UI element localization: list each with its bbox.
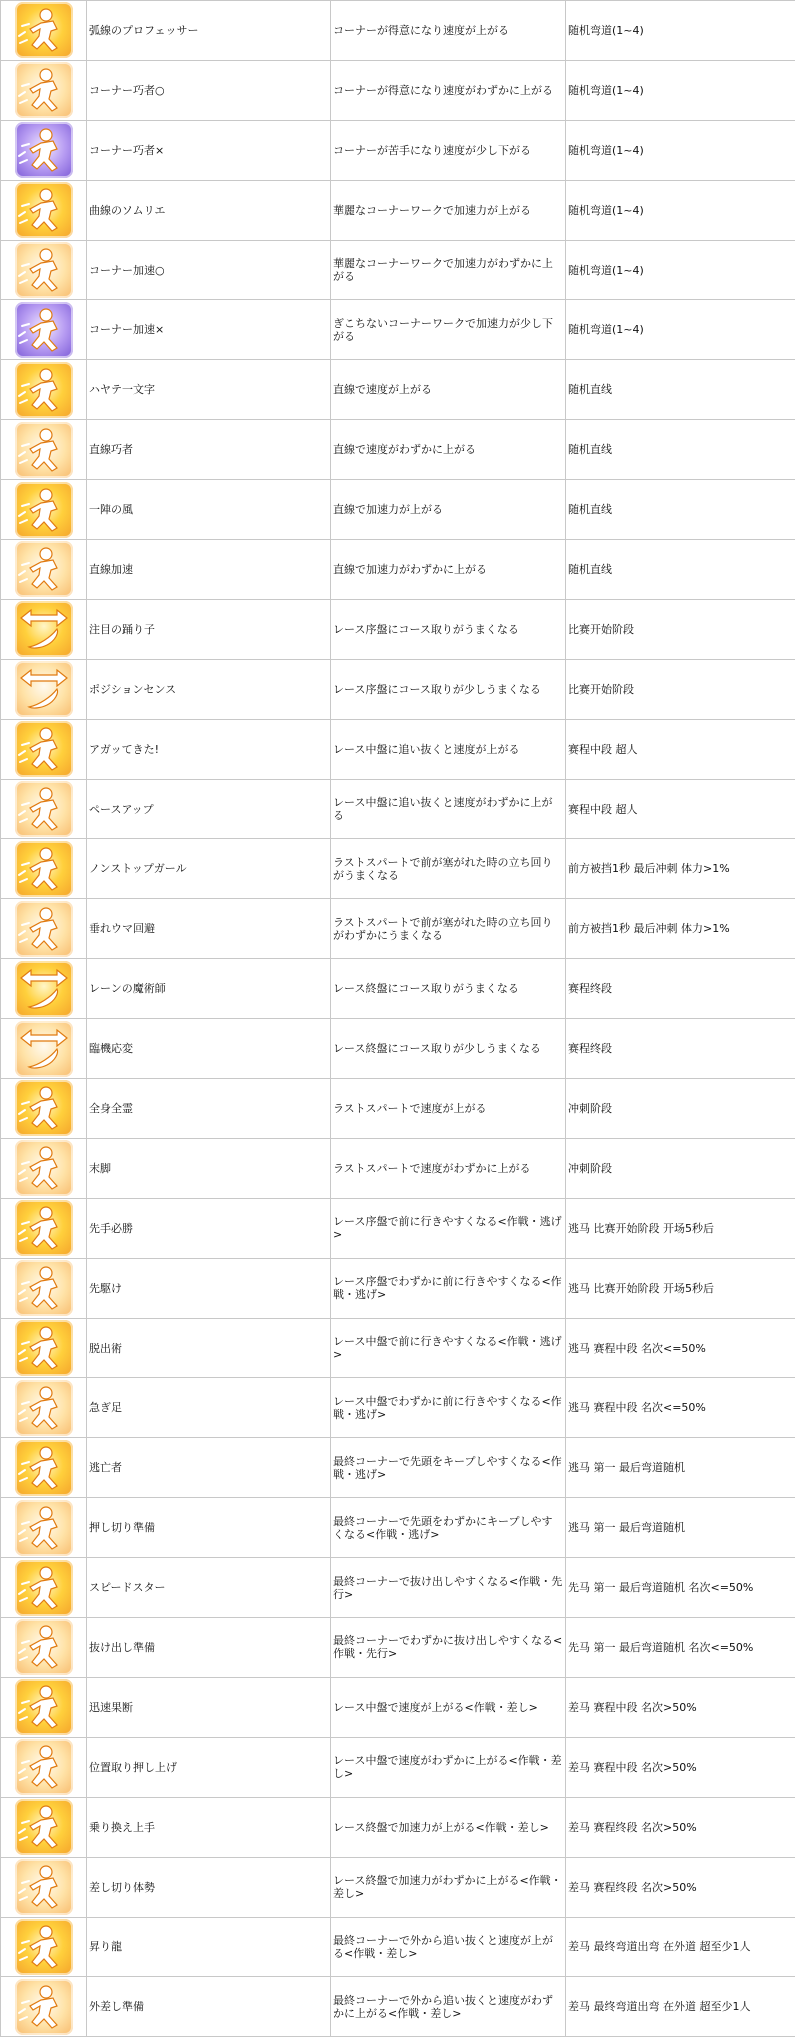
skill-icon-cell [1, 1977, 87, 2037]
skill-name: 迅速果断 [87, 1677, 331, 1737]
table-row [1, 180, 795, 240]
running-figure-icon [15, 1260, 73, 1316]
skill-condition: 先马 第一 最后弯道随机 名次<=50% [566, 1558, 795, 1618]
skill-icon-cell [1, 1318, 87, 1378]
skill-condition: 逃马 赛程中段 名次<=50% [566, 1318, 795, 1378]
running-figure-icon [15, 1979, 73, 2035]
table-row [1, 1677, 795, 1737]
skill-name: 一陣の風 [87, 480, 331, 540]
running-figure-icon [15, 122, 73, 178]
table-row [1, 1857, 795, 1917]
running-figure-icon [15, 1739, 73, 1795]
running-figure-icon [15, 1799, 73, 1855]
skill-condition: 冲刺阶段 [566, 1138, 795, 1198]
skill-icon-cell [1, 779, 87, 839]
skill-condition: 前方被挡1秒 最后冲刺 体力>1% [566, 839, 795, 899]
skill-icon-cell [1, 480, 87, 540]
running-figure-icon [15, 422, 73, 478]
table-row [1, 60, 795, 120]
skill-icon-cell [1, 240, 87, 300]
skill-name: コーナー加速× [87, 300, 331, 360]
skill-condition: 差马 赛程终段 名次>50% [566, 1857, 795, 1917]
skill-description: レース序盤で前に行きやすくなる<作戦・逃げ> [331, 1198, 566, 1258]
skill-name: ポジションセンス [87, 659, 331, 719]
skill-name: 弧線のプロフェッサー [87, 1, 331, 61]
table-row [1, 1917, 795, 1977]
running-figure-icon [15, 841, 73, 897]
skill-name: アガッてきた! [87, 719, 331, 779]
table-row [1, 300, 795, 360]
skill-name: ペースアップ [87, 779, 331, 839]
table-row [1, 1258, 795, 1318]
table-row [1, 1737, 795, 1797]
skill-name: 注目の踊り子 [87, 599, 331, 659]
skill-condition: 差马 赛程终段 名次>50% [566, 1797, 795, 1857]
skill-description: 最終コーナーでわずかに抜け出しやすくなる<作戦・先行> [331, 1618, 566, 1678]
table-row [1, 420, 795, 480]
skill-condition: 随机直线 [566, 540, 795, 600]
skill-condition: 冲刺阶段 [566, 1079, 795, 1139]
skill-condition: 逃马 比赛开始阶段 开场5秒后 [566, 1198, 795, 1258]
running-figure-icon [15, 1679, 73, 1735]
skill-condition: 差马 最终弯道出弯 在外道 超至少1人 [566, 1917, 795, 1977]
skill-description: レース中盤でわずかに前に行きやすくなる<作戦・逃げ> [331, 1378, 566, 1438]
skill-icon-cell [1, 1558, 87, 1618]
skill-condition: 赛程终段 [566, 1019, 795, 1079]
skill-icon-cell [1, 300, 87, 360]
table-row [1, 1558, 795, 1618]
running-figure-icon [15, 1619, 73, 1675]
skill-icon-cell [1, 1857, 87, 1917]
skill-condition: 先马 第一 最后弯道随机 名次<=50% [566, 1618, 795, 1678]
skill-icon-cell [1, 1618, 87, 1678]
skill-condition: 差马 赛程中段 名次>50% [566, 1737, 795, 1797]
skill-description: ラストスパートで速度が上がる [331, 1079, 566, 1139]
skill-description: レース序盤でわずかに前に行きやすくなる<作戦・逃げ> [331, 1258, 566, 1318]
running-figure-icon [15, 901, 73, 957]
skill-condition: 赛程中段 超人 [566, 719, 795, 779]
skill-condition: 随机弯道(1~4) [566, 240, 795, 300]
table-row [1, 1198, 795, 1258]
skill-icon-cell [1, 1079, 87, 1139]
table-row [1, 1797, 795, 1857]
skill-description: ぎこちないコーナーワークで加速力が少し下がる [331, 300, 566, 360]
skill-name: 位置取り押し上げ [87, 1737, 331, 1797]
running-figure-icon [15, 1560, 73, 1616]
table-row [1, 1079, 795, 1139]
skill-condition: 逃马 赛程中段 名次<=50% [566, 1378, 795, 1438]
table-row [1, 899, 795, 959]
table-row [1, 1378, 795, 1438]
skill-description: レース終盤で加速力がわずかに上がる<作戦・差し> [331, 1857, 566, 1917]
table-row [1, 1498, 795, 1558]
skill-icon-cell [1, 180, 87, 240]
skill-icon-cell [1, 60, 87, 120]
skill-name: レーンの魔術師 [87, 959, 331, 1019]
table-row [1, 659, 795, 719]
skill-name: 外差し準備 [87, 1977, 331, 2037]
skill-description: レース序盤にコース取りがうまくなる [331, 599, 566, 659]
skill-description: レース序盤にコース取りが少しうまくなる [331, 659, 566, 719]
running-figure-icon [15, 2, 73, 58]
lane-arrows-icon [15, 601, 73, 657]
skill-name: 急ぎ足 [87, 1378, 331, 1438]
running-figure-icon [15, 1380, 73, 1436]
skill-description: 直線で速度が上がる [331, 360, 566, 420]
table-row [1, 1138, 795, 1198]
skill-condition: 赛程中段 超人 [566, 779, 795, 839]
table-row [1, 1977, 795, 2037]
skill-icon-cell [1, 719, 87, 779]
skill-name: 先駆け [87, 1258, 331, 1318]
running-figure-icon [15, 302, 73, 358]
skill-icon-cell [1, 1, 87, 61]
skill-icon-cell [1, 1258, 87, 1318]
skill-icon-cell [1, 1198, 87, 1258]
skill-condition: 逃马 第一 最后弯道随机 [566, 1438, 795, 1498]
running-figure-icon [15, 781, 73, 837]
skill-icon-cell [1, 1498, 87, 1558]
table-row [1, 959, 795, 1019]
skill-condition: 随机弯道(1~4) [566, 120, 795, 180]
skill-condition: 随机直线 [566, 480, 795, 540]
skill-icon-cell [1, 899, 87, 959]
skill-condition: 随机弯道(1~4) [566, 300, 795, 360]
skill-description: 華麗なコーナーワークで加速力がわずかに上がる [331, 240, 566, 300]
running-figure-icon [15, 1140, 73, 1196]
table-row [1, 480, 795, 540]
skill-description: レース中盤で速度がわずかに上がる<作戦・差し> [331, 1737, 566, 1797]
skill-icon-cell [1, 540, 87, 600]
skill-icon-cell [1, 420, 87, 480]
running-figure-icon [15, 1500, 73, 1556]
skill-description: レース中盤で前に行きやすくなる<作戦・逃げ> [331, 1318, 566, 1378]
table-row [1, 540, 795, 600]
skill-condition: 差马 最终弯道出弯 在外道 超至少1人 [566, 1977, 795, 2037]
skill-name: 逃亡者 [87, 1438, 331, 1498]
skill-condition: 比赛开始阶段 [566, 659, 795, 719]
skill-condition: 随机弯道(1~4) [566, 60, 795, 120]
skill-name: 垂れウマ回避 [87, 899, 331, 959]
lane-arrows-icon [15, 1021, 73, 1077]
skill-icon-cell [1, 1019, 87, 1079]
skill-name: コーナー巧者× [87, 120, 331, 180]
skill-name: 臨機応変 [87, 1019, 331, 1079]
running-figure-icon [15, 1919, 73, 1975]
table-row [1, 599, 795, 659]
table-row [1, 719, 795, 779]
skill-name: 差し切り体勢 [87, 1857, 331, 1917]
table-row [1, 360, 795, 420]
lane-arrows-icon [15, 961, 73, 1017]
lane-arrows-icon [15, 661, 73, 717]
skill-condition: 随机弯道(1~4) [566, 1, 795, 61]
running-figure-icon [15, 362, 73, 418]
running-figure-icon [15, 541, 73, 597]
table-row [1, 1618, 795, 1678]
skill-icon-cell [1, 1378, 87, 1438]
skill-name: 末脚 [87, 1138, 331, 1198]
skill-icon-cell [1, 1138, 87, 1198]
running-figure-icon [15, 242, 73, 298]
skill-icon-cell [1, 120, 87, 180]
skill-name: 押し切り準備 [87, 1498, 331, 1558]
skill-description: コーナーが得意になり速度が上がる [331, 1, 566, 61]
skill-icon-cell [1, 839, 87, 899]
skill-icon-cell [1, 1737, 87, 1797]
skill-description: ラストスパートで前が塞がれた時の立ち回りがうまくなる [331, 839, 566, 899]
running-figure-icon [15, 1859, 73, 1915]
skill-table-body [1, 1, 795, 2037]
skill-description: 最終コーナーで先頭をわずかにキープしやすくなる<作戦・逃げ> [331, 1498, 566, 1558]
skill-name: 昇り龍 [87, 1917, 331, 1977]
skill-description: 華麗なコーナーワークで加速力が上がる [331, 180, 566, 240]
skill-description: レース中盤に追い抜くと速度が上がる [331, 719, 566, 779]
skill-name: 脱出術 [87, 1318, 331, 1378]
skill-icon-cell [1, 659, 87, 719]
skill-condition: 随机弯道(1~4) [566, 180, 795, 240]
skill-condition: 前方被挡1秒 最后冲刺 体力>1% [566, 899, 795, 959]
skill-condition: 随机直线 [566, 420, 795, 480]
skill-name: コーナー加速○ [87, 240, 331, 300]
skill-condition: 逃马 比赛开始阶段 开场5秒后 [566, 1258, 795, 1318]
skill-name: スピードスター [87, 1558, 331, 1618]
skill-icon-cell [1, 360, 87, 420]
skill-description: 直線で加速力がわずかに上がる [331, 540, 566, 600]
skill-condition: 比赛开始阶段 [566, 599, 795, 659]
skill-icon-cell [1, 1438, 87, 1498]
skill-condition: 逃马 第一 最后弯道随机 [566, 1498, 795, 1558]
skill-description: コーナーが苦手になり速度が少し下がる [331, 120, 566, 180]
skill-description: レース終盤で加速力が上がる<作戦・差し> [331, 1797, 566, 1857]
skill-name: 全身全霊 [87, 1079, 331, 1139]
running-figure-icon [15, 62, 73, 118]
skill-condition: 差马 赛程中段 名次>50% [566, 1677, 795, 1737]
skill-name: 抜け出し準備 [87, 1618, 331, 1678]
skill-icon-cell [1, 959, 87, 1019]
skill-icon-cell [1, 1797, 87, 1857]
skill-description: ラストスパートで前が塞がれた時の立ち回りがわずかにうまくなる [331, 899, 566, 959]
skill-description: コーナーが得意になり速度がわずかに上がる [331, 60, 566, 120]
skill-name: 直線巧者 [87, 420, 331, 480]
table-row [1, 1318, 795, 1378]
skill-description: レース終盤にコース取りがうまくなる [331, 959, 566, 1019]
table-row [1, 1019, 795, 1079]
skill-name: 乗り換え上手 [87, 1797, 331, 1857]
skill-description: 最終コーナーで外から追い抜くと速度がわずかに上がる<作戦・差し> [331, 1977, 566, 2037]
skill-description: 直線で加速力が上がる [331, 480, 566, 540]
skill-icon-cell [1, 599, 87, 659]
table-row [1, 1438, 795, 1498]
skill-name: 曲線のソムリエ [87, 180, 331, 240]
running-figure-icon [15, 721, 73, 777]
skill-name: 直線加速 [87, 540, 331, 600]
running-figure-icon [15, 1080, 73, 1136]
table-row [1, 240, 795, 300]
skill-name: 先手必勝 [87, 1198, 331, 1258]
table-row [1, 1, 795, 61]
skill-description: 最終コーナーで外から追い抜くと速度が上がる<作戦・差し> [331, 1917, 566, 1977]
skill-description: 最終コーナーで抜け出しやすくなる<作戦・先行> [331, 1558, 566, 1618]
skill-description: 直線で速度がわずかに上がる [331, 420, 566, 480]
skill-name: ノンストップガール [87, 839, 331, 899]
running-figure-icon [15, 182, 73, 238]
running-figure-icon [15, 1320, 73, 1376]
table-row [1, 120, 795, 180]
skill-description: レース中盤で速度が上がる<作戦・差し> [331, 1677, 566, 1737]
skill-description: レース終盤にコース取りが少しうまくなる [331, 1019, 566, 1079]
skill-icon-cell [1, 1677, 87, 1737]
skill-description: ラストスパートで速度がわずかに上がる [331, 1138, 566, 1198]
skill-condition: 赛程终段 [566, 959, 795, 1019]
running-figure-icon [15, 482, 73, 538]
skill-icon-cell [1, 1917, 87, 1977]
table-row [1, 839, 795, 899]
skill-condition: 随机直线 [566, 360, 795, 420]
running-figure-icon [15, 1440, 73, 1496]
skill-name: ハヤテ一文字 [87, 360, 331, 420]
skill-description: 最終コーナーで先頭をキープしやすくなる<作戦・逃げ> [331, 1438, 566, 1498]
running-figure-icon [15, 1200, 73, 1256]
table-row [1, 779, 795, 839]
skill-description: レース中盤に追い抜くと速度がわずかに上がる [331, 779, 566, 839]
skill-name: コーナー巧者○ [87, 60, 331, 120]
